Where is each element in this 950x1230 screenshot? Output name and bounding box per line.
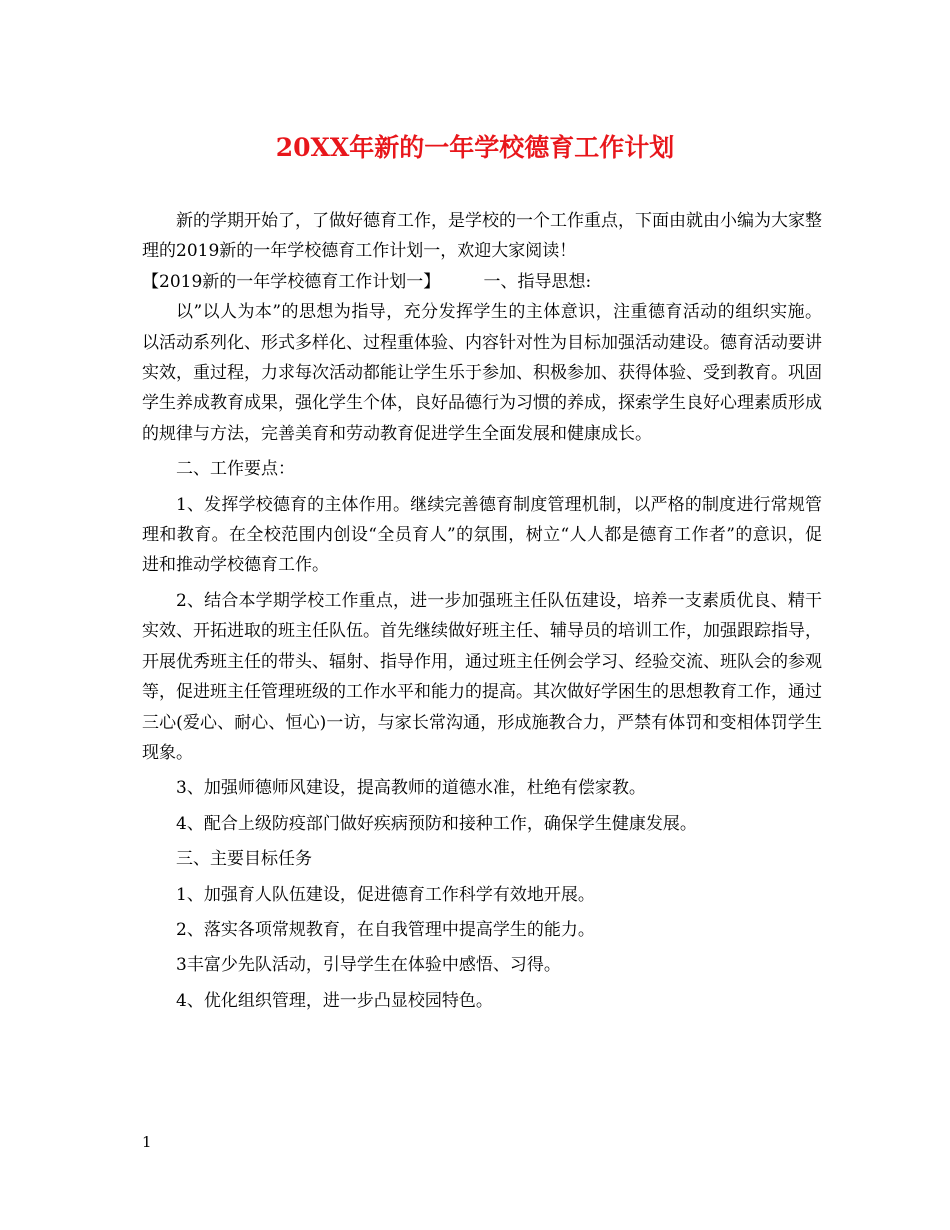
heading-guiding-ideology: 一、指导思想: <box>483 271 592 292</box>
section-marker-line <box>142 267 822 297</box>
work-point-2: 2、结合本学期学校工作重点，进一步加强班主任队伍建设，培养一支素质优良、精干实效、开拓进取的班主任队伍。首先继续做好班主任、辅导员的培训工作，加强跟踪指导，开展优秀班主任的带头、辐射、指导作用，通过班主任例会学习、经验交流、班队会的参观等，促进班主任管理班级的工作水平和能力的提高。其次做好学困生的思想教育工作，通过三心(爱心、耐心、恒心)一访，与家长常沟通，形成施教合力，严禁有体罚和变相体罚学生现象。 <box>142 590 822 763</box>
heading-work-points: 二、工作要点： <box>176 459 295 480</box>
document-body <box>142 206 822 1016</box>
work-point-3: 3、加强师德师风建设，提高教师的道德水准，杜绝有偿家教。 <box>176 778 646 799</box>
heading-main-tasks: 三、主要目标任务 <box>176 849 312 870</box>
document-title: 20XX年新的一年学校德育工作计划 <box>275 133 675 162</box>
task-3: 3丰富少先队活动，引导学生在体验中感悟、习得。 <box>176 955 561 976</box>
intro-paragraph: 新的学期开始了，了做好德育工作，是学校的一个工作重点，下面由就由小编为大家整理的2019新的一年学校德育工作计划一，欢迎大家阅读！ <box>142 211 822 262</box>
section-marker: 【2019新的一年学校德育工作计划一】 <box>142 271 441 292</box>
guiding-ideology-paragraph: 以”以人为本”的思想为指导，充分发挥学生的主体意识，注重德育活动的组织实施。以活动系列化、形式多样化、过程重体验、内容针对性为目标加强活动建设。德育活动要讲实效，重过程，力求每次活动都能让学生乐于参加、积极参加、获得体验、受到教育。巩固学生养成教育成果，强化学生个体，良好品德行为习惯的养成，探索学生良好心理素质形成的规律与方法，完善美育和劳动教育促进学生全面发展和健康成长。 <box>142 302 822 444</box>
work-point-4: 4、配合上级防疫部门做好疾病预防和接种工作，确保学生健康发展。 <box>176 813 697 834</box>
page-number: 1 <box>142 1133 152 1151</box>
task-1: 1、加强育人队伍建设，促进德育工作科学有效地开展。 <box>176 884 595 905</box>
task-4: 4、优化组织管理，进一步凸显校园特色。 <box>176 990 493 1011</box>
task-2: 2、落实各项常规教育，在自我管理中提高学生的能力。 <box>176 919 595 940</box>
work-point-1: 1、发挥学校德育的主体作用。继续完善德育制度管理机制，以严格的制度进行常规管理和教育。在全校范围内创设“全员育人”的氛围，树立“人人都是德育工作者”的意识，促进和推动学校德育工作。 <box>142 494 822 576</box>
